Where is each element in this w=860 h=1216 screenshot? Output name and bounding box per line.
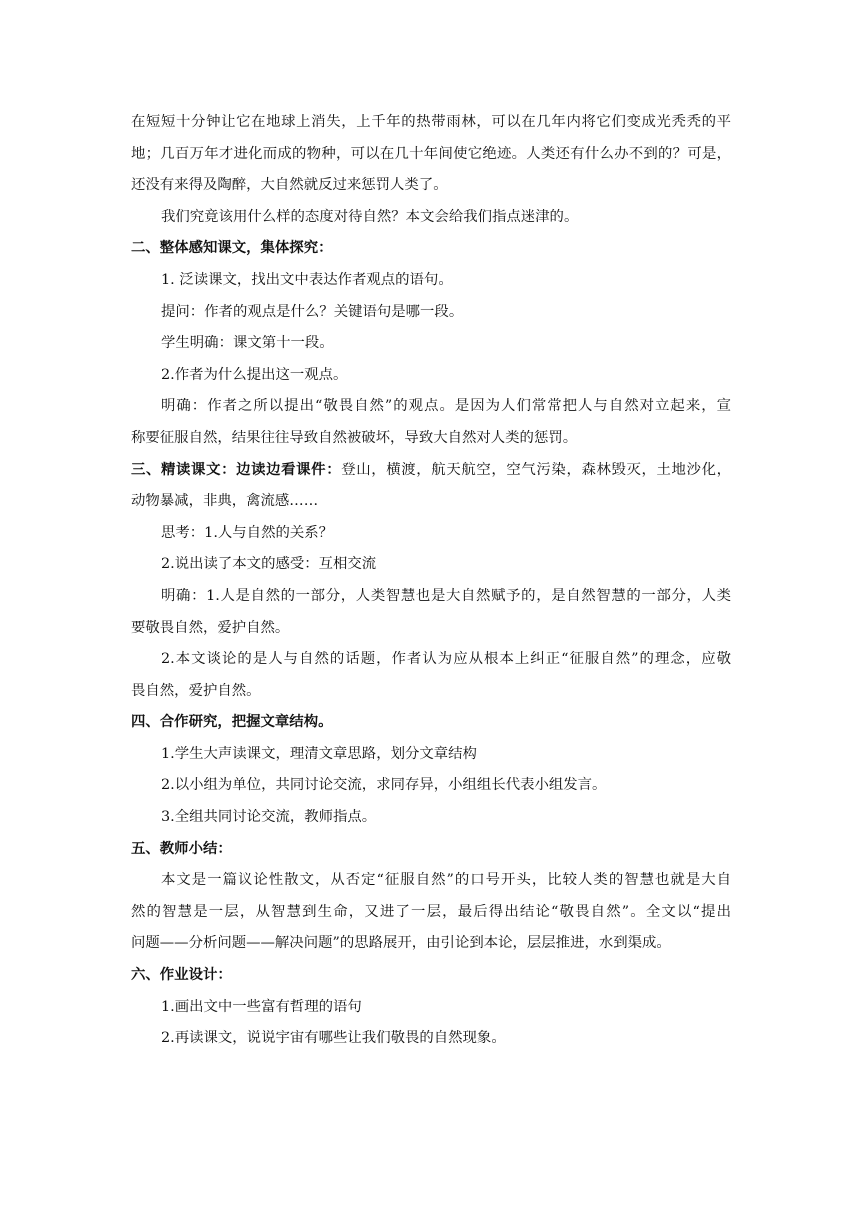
section-heading-2: 二、整体感知课文，集体探究： xyxy=(131,240,333,257)
section-heading-3-title: 三、精读课文：边读边看课件： xyxy=(131,461,342,478)
paragraph-line: 2.本文谈论的是人与自然的话题，作者认为应从根本上纠正“征服自然”的理念，应敬 xyxy=(161,651,731,668)
paragraph-line: 1.学生大声读课文，理清文章思路，划分文章结构 xyxy=(161,745,477,762)
paragraph-line: 本文是一篇议论性散文，从否定“征服自然”的口号开头，比较人类的智慧也就是大自 xyxy=(161,872,731,889)
paragraph-line: 然的智慧是一层，从智慧到生命，又进了一层，最后得出结论“敬畏自然”。全文以“提出 xyxy=(131,903,731,920)
paragraph-line: 2.以小组为单位，共同讨论交流，求同存异，小组组长代表小组发言。 xyxy=(161,777,607,794)
paragraph-line: 2.作者为什么提出这一观点。 xyxy=(161,366,348,383)
paragraph-line: 明确：作者之所以提出“敬畏自然”的观点。是因为人们常常把人与自然对立起来，宣 xyxy=(161,398,731,415)
paragraph-line: 动物暴减，非典，禽流感…… xyxy=(131,493,319,510)
paragraph-line: 称要征服自然，结果往往导致自然被破坏，导致大自然对人类的惩罚。 xyxy=(131,429,578,446)
section-heading-5: 五、教师小结： xyxy=(131,840,232,857)
paragraph-line: 学生明确：课文第十一段。 xyxy=(161,335,334,352)
paragraph-line: 2.再读课文，说说宇宙有哪些让我们敬畏的自然现象。 xyxy=(161,1030,506,1047)
paragraph-line: 我们究竟该用什么样的态度对待自然？本文会给我们指点迷津的。 xyxy=(161,208,579,225)
document-body xyxy=(131,107,731,1055)
paragraph-line: 问题——分析问题——解决问题”的思路展开，由引论到本论，层层推进，水到渠成。 xyxy=(131,935,671,952)
paragraph-line: 1.画出文中一些富有哲理的语句 xyxy=(161,998,362,1015)
paragraph-line: 在短短十分钟让它在地球上消失，上千年的热带雨林，可以在几年内将它们变成光秃秃的平 xyxy=(131,114,731,130)
section-heading-4: 四、合作研究，把握文章结构。 xyxy=(131,714,333,731)
section-heading-3 xyxy=(131,455,731,487)
paragraph-line: 畏自然，爱护自然。 xyxy=(131,682,261,699)
paragraph-line: 1. 泛读课文，找出文中表达作者观点的语句。 xyxy=(161,271,453,288)
section-heading-3-text: 登山，横渡，航天航空，空气污染，森林毁灭，土地沙化， xyxy=(341,461,731,478)
paragraph-line: 明确：1.人是自然的一部分，人类智慧也是大自然赋予的，是自然智慧的一部分，人类 xyxy=(161,587,731,604)
paragraph-line: 提问：作者的观点是什么？关键语句是哪一段。 xyxy=(161,303,464,320)
paragraph-line: 地；几百万年才进化而成的物种，可以在几十年间使它绝迹。人类还有什么办不到的？可是， xyxy=(131,145,731,162)
section-heading-6: 六、作业设计： xyxy=(131,967,232,984)
paragraph-line: 要敬畏自然，爱护自然。 xyxy=(131,619,290,636)
paragraph-line: 思考：1.人与自然的关系？ xyxy=(161,524,334,541)
paragraph-line: 2.说出读了本文的感受：互相交流 xyxy=(161,556,377,573)
paragraph-line: 还没有来得及陶醉，大自然就反过来惩罚人类了。 xyxy=(131,177,448,194)
paragraph-line: 3.全组共同讨论交流，教师指点。 xyxy=(161,809,377,826)
